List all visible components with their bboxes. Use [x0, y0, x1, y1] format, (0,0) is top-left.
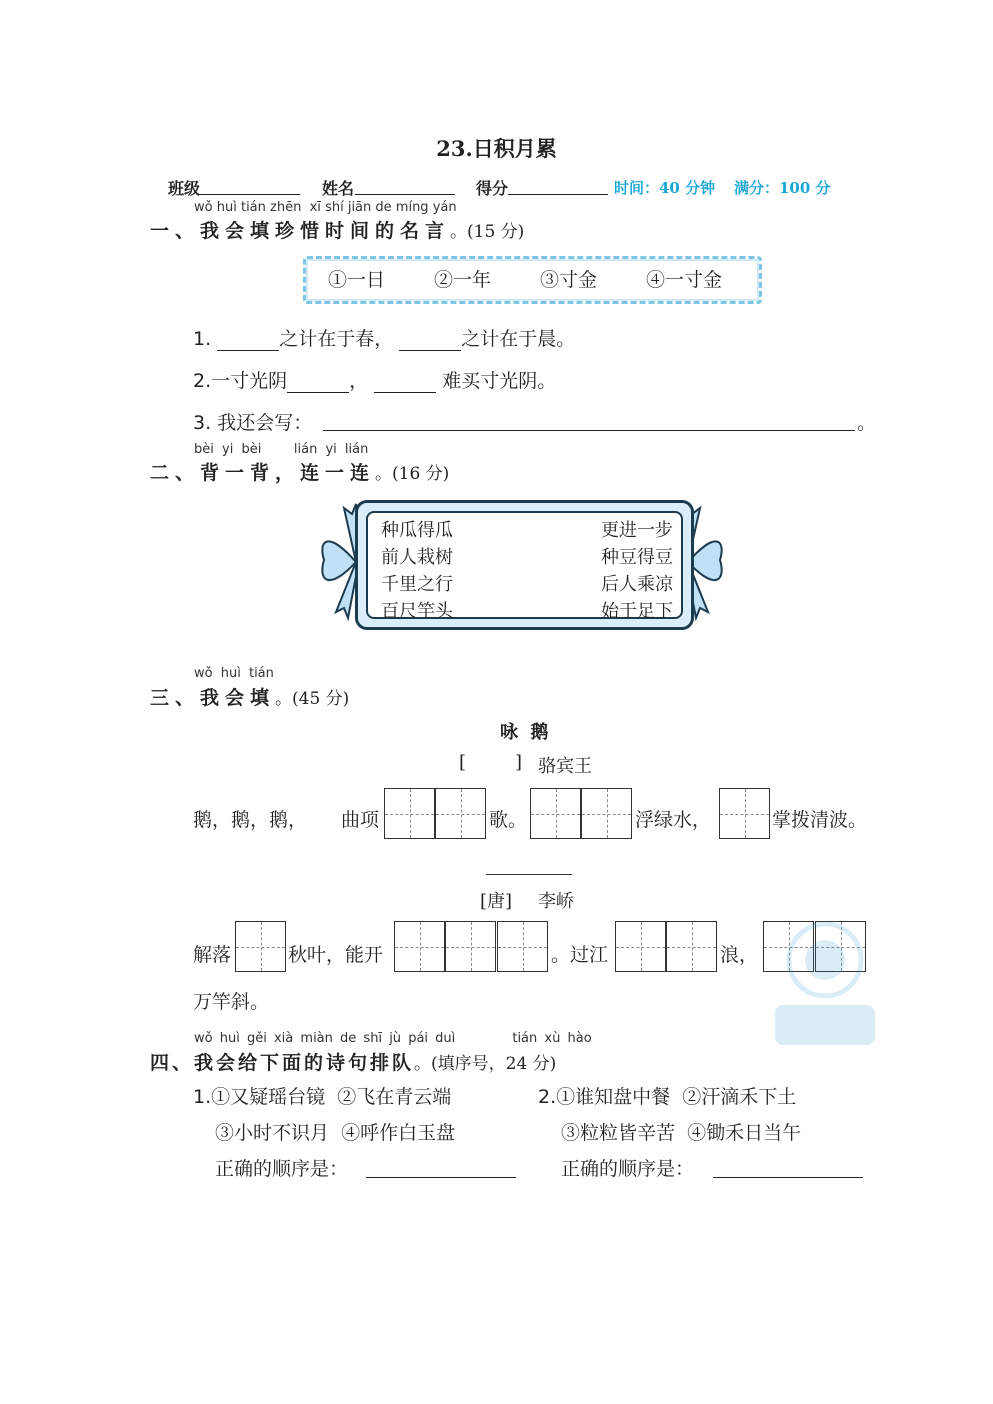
score-field[interactable] — [508, 176, 608, 195]
q1-blank-2[interactable] — [399, 330, 461, 351]
full-score: 满分：100 分 — [734, 179, 831, 197]
left-item-2[interactable]: 前人栽树 — [381, 547, 453, 568]
grid-cell[interactable] — [530, 788, 581, 839]
poem2-line-d: 浪， — [720, 944, 759, 966]
right-item-4[interactable]: 始于足下 — [601, 601, 673, 622]
poem1-bracket-open: [ — [459, 752, 467, 773]
grid-cell[interactable] — [497, 921, 548, 972]
poem2-title-blank[interactable] — [486, 874, 572, 875]
poem2-dynasty: [唐] — [480, 891, 513, 912]
grid-cell[interactable] — [384, 788, 435, 839]
g1-answer-label: 正确的顺序是： — [215, 1158, 349, 1180]
right-item-1[interactable]: 更进一步 — [601, 520, 673, 541]
sec4-pinyin: wǒ huì gěi xià miàn de shī jù pái duì tián xù hào — [194, 1031, 592, 1046]
poem1-line-b: 曲项 — [341, 809, 380, 831]
option-4: ④一寸金 — [646, 269, 723, 291]
q3: 3. 我还会写： — [193, 412, 313, 434]
poem2-line-a: 解落 — [193, 944, 232, 966]
score-label: 得分 — [476, 179, 509, 198]
name-field[interactable] — [355, 176, 455, 195]
name-label: 姓名 — [322, 179, 355, 198]
grid-cell[interactable] — [581, 788, 632, 839]
grid-cell[interactable] — [615, 921, 666, 972]
g1-answer-field[interactable] — [366, 1157, 516, 1178]
q2-blank-2[interactable] — [374, 372, 436, 393]
option-2: ②一年 — [434, 269, 492, 291]
g2-answer-label: 正确的顺序是： — [561, 1158, 695, 1180]
grid-cell[interactable] — [235, 921, 286, 972]
g1-row-2: ③小时不识月 ④呼作白玉盘 — [215, 1122, 456, 1144]
grid-cell[interactable] — [666, 921, 717, 972]
poem1-line-c: 歌。 — [489, 809, 528, 831]
right-item-2[interactable]: 种豆得豆 — [601, 547, 673, 568]
sec2-pinyin: bèi yi bèi lián yi lián — [194, 442, 369, 457]
q1-blank-1[interactable] — [217, 330, 279, 351]
poem1-line-a: 鹅，鹅，鹅， — [193, 809, 308, 831]
poem2-line-c: 。过江 — [551, 944, 609, 966]
g2-answer-field[interactable] — [713, 1157, 863, 1178]
q3-blank[interactable] — [323, 410, 855, 431]
q2-blank-1[interactable] — [287, 372, 349, 393]
poem1-line-e: 掌拨清波。 — [772, 809, 868, 831]
poem1-bracket-close: ] — [515, 752, 523, 773]
grid-cell[interactable] — [719, 788, 770, 839]
option-1: ①一日 — [328, 269, 386, 291]
poem2-line-b: 秋叶，能开 — [288, 944, 384, 966]
poem2-line-e: 万竿斜。 — [193, 991, 270, 1013]
q1: 1. 之计在于春， 之计在于晨。 — [193, 328, 576, 350]
left-item-3[interactable]: 千里之行 — [381, 574, 453, 595]
sec3-heading: 三、我会填。(45 分) — [150, 687, 350, 709]
g1-row-1: 1.①又疑瑶台镜 ②飞在青云端 — [193, 1086, 452, 1108]
watermark-logo-icon — [770, 920, 880, 1050]
sec4-heading: 四、我会给下面的诗句排队。(填序号，24 分) — [150, 1052, 557, 1074]
right-item-3[interactable]: 后人乘凉 — [601, 574, 673, 595]
g2-row-1: 2.①谁知盘中餐 ②汗滴禾下土 — [538, 1086, 797, 1108]
grid-cell[interactable] — [394, 921, 445, 972]
g2-row-2: ③粒粒皆辛苦 ④锄禾日当午 — [561, 1122, 802, 1144]
page-title: 23.日积月累 — [436, 136, 557, 161]
class-field[interactable] — [200, 176, 300, 195]
grid-cell[interactable] — [435, 788, 486, 839]
sec1-pinyin: wǒ huì tián zhēn xī shí jiān de míng yán — [194, 200, 457, 215]
grid-cell[interactable] — [445, 921, 496, 972]
class-label: 班级 — [168, 179, 201, 198]
q2: 2.一寸光阴 ， 难买寸光阴。 — [193, 370, 557, 392]
sec2-heading: 二、背一背，连一连。(16 分) — [150, 462, 450, 484]
left-item-1[interactable]: 种瓜得瓜 — [381, 520, 453, 541]
poem1-author: 骆宾王 — [538, 756, 592, 777]
poem1-line-d: 浮绿水， — [635, 809, 712, 831]
option-3: ③寸金 — [540, 269, 598, 291]
sec3-pinyin: wǒ huì tián — [194, 666, 274, 681]
poem2-author: 李峤 — [538, 891, 574, 912]
sec1-heading: 一、我会填珍惜时间的名言。(15 分) — [150, 220, 525, 242]
time-info: 时间：40 分钟 — [614, 179, 716, 197]
q3-end: 。 — [857, 412, 877, 434]
poem1-title: 咏 鹅 — [500, 722, 549, 743]
left-item-4[interactable]: 百尺竿头 — [381, 601, 453, 622]
